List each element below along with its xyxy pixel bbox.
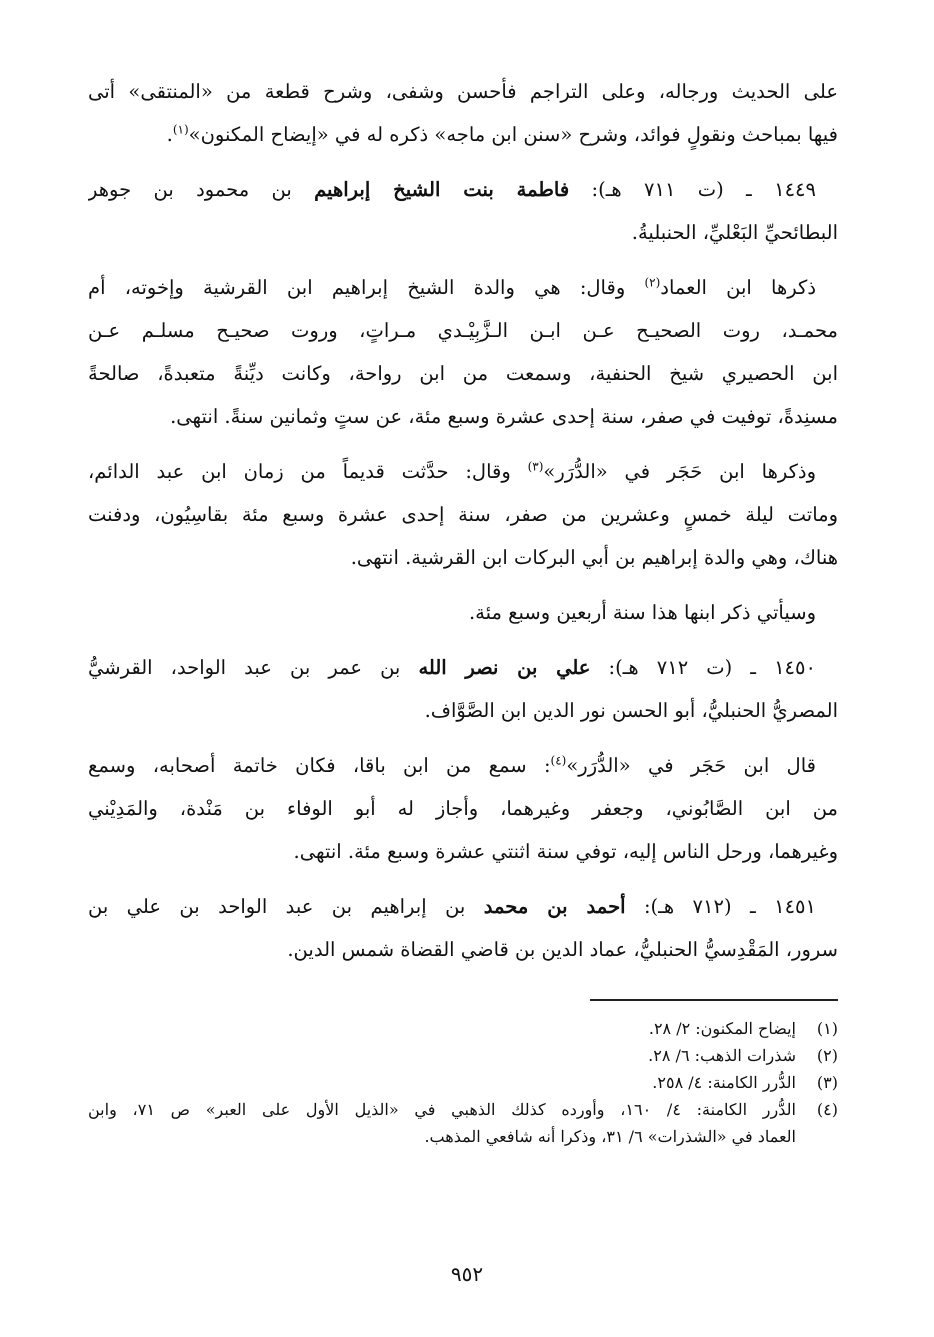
text-fragment: وذكرها ابن حَجَر في «الدُّرَر»	[543, 460, 816, 483]
entry-number: ١٤٥١ ـ (٧١٢ هـ):	[643, 895, 817, 918]
paragraph-ibn-hajar-2	[88, 744, 838, 873]
entry-heading	[88, 646, 838, 689]
text-fragment: .	[166, 123, 173, 146]
footnote	[88, 1042, 838, 1069]
text-line: وسيأتي ذكر ابنها هذا سنة أربعين وسبع مئة.	[468, 601, 816, 624]
paragraph-ibn-alimad	[88, 266, 838, 438]
footnote-ref: (٣)	[527, 459, 544, 474]
text-line: محمـد، روت الصحيـح عـن ابـن الـزَّبِيْـدي مـراتٍ، وروت صحيـح مسلـم عـن	[88, 319, 838, 342]
text-line: البطائحيِّ البَعْليِّ، الحنبليةُ.	[631, 221, 838, 244]
footnote-ref: (٢)	[644, 275, 661, 290]
text-line: وماتت ليلة خمسٍ وعشرين من صفر، سنة إحدى عشرة وسبع مئة بقاسِيُون، ودفنت	[88, 503, 838, 526]
text-line: مسنِدةً، توفيت في صفر، سنة إحدى عشرة وسبع مئة، عن ستٍ وثمانين سنةً. انتهى.	[170, 405, 838, 428]
text-line: على الحديث ورجاله، وعلى التراجم فأحسن وشفى، وشرح قطعة من «المنتقى» أتى	[88, 80, 838, 103]
entry-heading	[88, 885, 838, 928]
text-fragment: وقال: حدَّثت قديماً من زمان ابن عبد الدائم،	[88, 460, 528, 483]
footnote	[88, 1069, 838, 1096]
entry-1450	[88, 646, 838, 732]
text-fragment: فيها بمباحث ونقولٍ فوائد، وشرح «سنن ابن ماجه» ذكره له في «إيضاح المكنون»	[188, 123, 838, 146]
footnote-text: إيضاح المكنون: ٢/ ٢٨.	[648, 1019, 796, 1038]
text-line: المصريُّ الحنبليُّ، أبو الحسن نور الدين ابن الصَّوَّاف.	[424, 699, 838, 722]
paragraph-note	[88, 591, 838, 634]
footnote-number: (١)	[816, 1019, 838, 1038]
footnote-number: (٤)	[816, 1100, 838, 1119]
page-number: ٩٥٢	[450, 1262, 484, 1286]
footnote-text: الدُّرر الكامنة: ٤/ ١٦٠، وأورده كذلك الذهبي في «الذيل الأول على العبر» ص ٧١، وابن	[88, 1100, 796, 1119]
text-fragment: : سمع من ابن باقا، فكان خاتمة أصحابه، وسمع	[88, 754, 551, 777]
entry-number: ١٤٥٠ ـ (ت ٧١٢ هـ):	[608, 656, 816, 679]
entry-1451	[88, 885, 838, 971]
text-line	[88, 744, 838, 787]
text-line	[88, 450, 838, 493]
footnote-separator-wrap	[88, 999, 838, 1001]
text-line	[88, 113, 838, 156]
footnote-separator	[590, 999, 838, 1001]
text-line	[88, 266, 838, 309]
footnote-continuation: العماد في «الشذرات» ٦/ ٣١، وذكرا أنه شافعي المذهب.	[424, 1127, 796, 1146]
footnote-text: شذرات الذهب: ٦/ ٢٨.	[648, 1046, 796, 1065]
text-fragment: قال ابن حَجَر في «الدُّرَر»	[566, 754, 816, 777]
footnote-ref: (١)	[172, 122, 189, 137]
entry-heading	[88, 168, 838, 211]
footnote-number: (٣)	[816, 1073, 838, 1092]
text-fragment: ذكرها ابن العماد	[660, 276, 817, 299]
text-line: من ابن الصَّابُوني، وجعفر وغيرهما، وأجاز له أبو الوفاء بن مَنْدة، والمَدِيْني	[88, 797, 838, 820]
footnote	[88, 1015, 838, 1042]
entry-name: علي بن نصر الله	[418, 656, 591, 679]
entry-name: فاطمة بنت الشيخ إبراهيم	[314, 178, 570, 201]
entry-1449	[88, 168, 838, 254]
entry-lineage: بن عمر بن عبد الواحد، القرشيُّ	[88, 656, 401, 679]
footnotes	[88, 1015, 838, 1150]
text-line: ابن الحصيري شيخ الحنفية، وسمعت من ابن رواحة، وكانت ديِّنةً متعبدةً، صالحةً	[88, 362, 838, 385]
footnote-text: الدُّرر الكامنة: ٤/ ٢٥٨.	[652, 1073, 796, 1092]
paragraph-ibn-hajar-1	[88, 450, 838, 579]
text-line: هناك، وهي والدة إبراهيم بن أبي البركات ابن القرشية. انتهى.	[350, 546, 838, 569]
paragraph-continuation	[88, 70, 838, 156]
footnote-ref: (٤)	[550, 753, 567, 768]
entry-lineage: بن محمود بن جوهر	[88, 178, 292, 201]
footnote	[88, 1096, 838, 1123]
text-line: وغيرهما، ورحل الناس إليه، توفي سنة اثنتي عشرة وسبع مئة. انتهى.	[293, 840, 838, 863]
entry-lineage: بن إبراهيم بن عبد الواحد بن علي بن	[88, 895, 466, 918]
entry-number: ١٤٤٩ ـ (ت ٧١١ هـ):	[591, 178, 816, 201]
text-line: سرور، المَقْدِسيُّ الحنبليُّ، عماد الدين بن قاضي القضاة شمس الدين.	[287, 938, 838, 961]
text-fragment: وقال: هي والدة الشيخ إبراهيم ابن القرشية وإخوته، أم	[88, 276, 645, 299]
footnote-number: (٢)	[816, 1046, 838, 1065]
entry-name: أحمد بن محمد	[483, 895, 626, 918]
